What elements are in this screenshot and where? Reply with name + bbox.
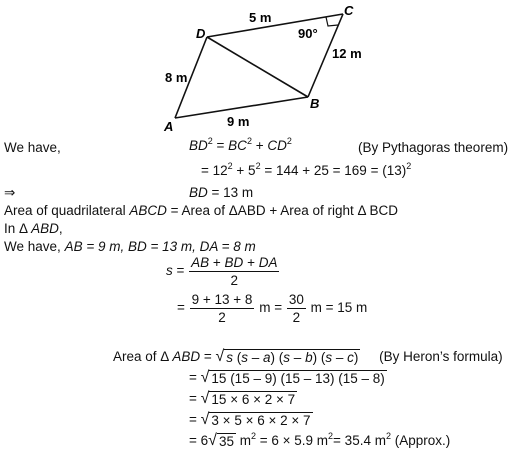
in-triangle-abd: In Δ ABD, bbox=[4, 221, 63, 236]
pythagoras-equation: $BD^2 = BC^2 + CD^2$ bbox=[189, 136, 292, 153]
pythagoras-note: (By Pythagoras theorem) bbox=[358, 140, 509, 155]
implies-symbol: ⇒ bbox=[4, 185, 16, 200]
length-cb: 12 m bbox=[332, 46, 362, 61]
area-quadrilateral-line: Area of quadrilateral ABCD = Area of ΔABD + Area of right Δ BCD bbox=[4, 203, 399, 218]
pythagoras-calc: = $12^2 + 5^2 = 144 + 25 = 169 = (13)^2$ bbox=[201, 161, 412, 178]
heron-formula: Area of Δ ABD = √ s (s – a) (s – b) (s – c) (By Heron’s formula) bbox=[113, 348, 503, 365]
diagonal-bd bbox=[207, 37, 308, 97]
label-b: B bbox=[310, 96, 320, 111]
area-abd-label: Area of Δ bbox=[113, 349, 169, 364]
we-have-label-2: We have, bbox=[4, 239, 61, 254]
semi-perimeter-formula: s = $\frac{AB + BD + DA}{2}$ bbox=[166, 255, 278, 288]
length-ab: 9 m bbox=[227, 114, 250, 129]
label-a: A bbox=[164, 119, 174, 134]
heron-step-2: = √ 15 × 6 × 2 × 7 bbox=[189, 390, 296, 407]
right-angle-mark bbox=[326, 17, 338, 26]
heron-note: (By Heron’s formula) bbox=[379, 349, 503, 364]
approx-note: (Approx.) bbox=[394, 433, 451, 448]
bd-result: BD = 13 m bbox=[189, 185, 254, 200]
heron-step-3: = √ 3 × 5 × 6 × 2 × 7 bbox=[189, 411, 311, 428]
quadrilateral-figure bbox=[0, 0, 527, 140]
sides-line bbox=[4, 239, 256, 255]
side-dc bbox=[207, 14, 343, 37]
bd-value: = 13 m bbox=[211, 185, 254, 200]
label-c: C bbox=[344, 3, 354, 18]
in-label: In Δ bbox=[4, 221, 28, 236]
heron-result: = 6 √ 35 $m^2 = 6 \times 5.9$ $m^2= 35.4$ $m^2$ (Approx.) bbox=[189, 431, 451, 449]
angle-c: 90° bbox=[298, 26, 318, 41]
length-ad: 8 m bbox=[165, 70, 188, 85]
sides-values: AB = 9 m, BD = 13 m, DA = 8 m bbox=[64, 239, 256, 254]
area-quad-label: Area of quadrilateral bbox=[4, 203, 126, 218]
label-d: D bbox=[196, 26, 206, 41]
semi-perimeter-calc: = $\frac{9 + 13 + 8}{2}$ m = $\frac{30}{2}$ m = 15 m bbox=[177, 292, 368, 325]
length-dc: 5 m bbox=[249, 10, 272, 25]
area-quad-eq: = Area of ΔABD + Area of right Δ BCD bbox=[170, 203, 399, 218]
we-have-label: We have, bbox=[4, 140, 61, 155]
heron-step-1: = √ 15 (15 – 9) (15 – 13) (15 – 8) bbox=[189, 369, 385, 386]
